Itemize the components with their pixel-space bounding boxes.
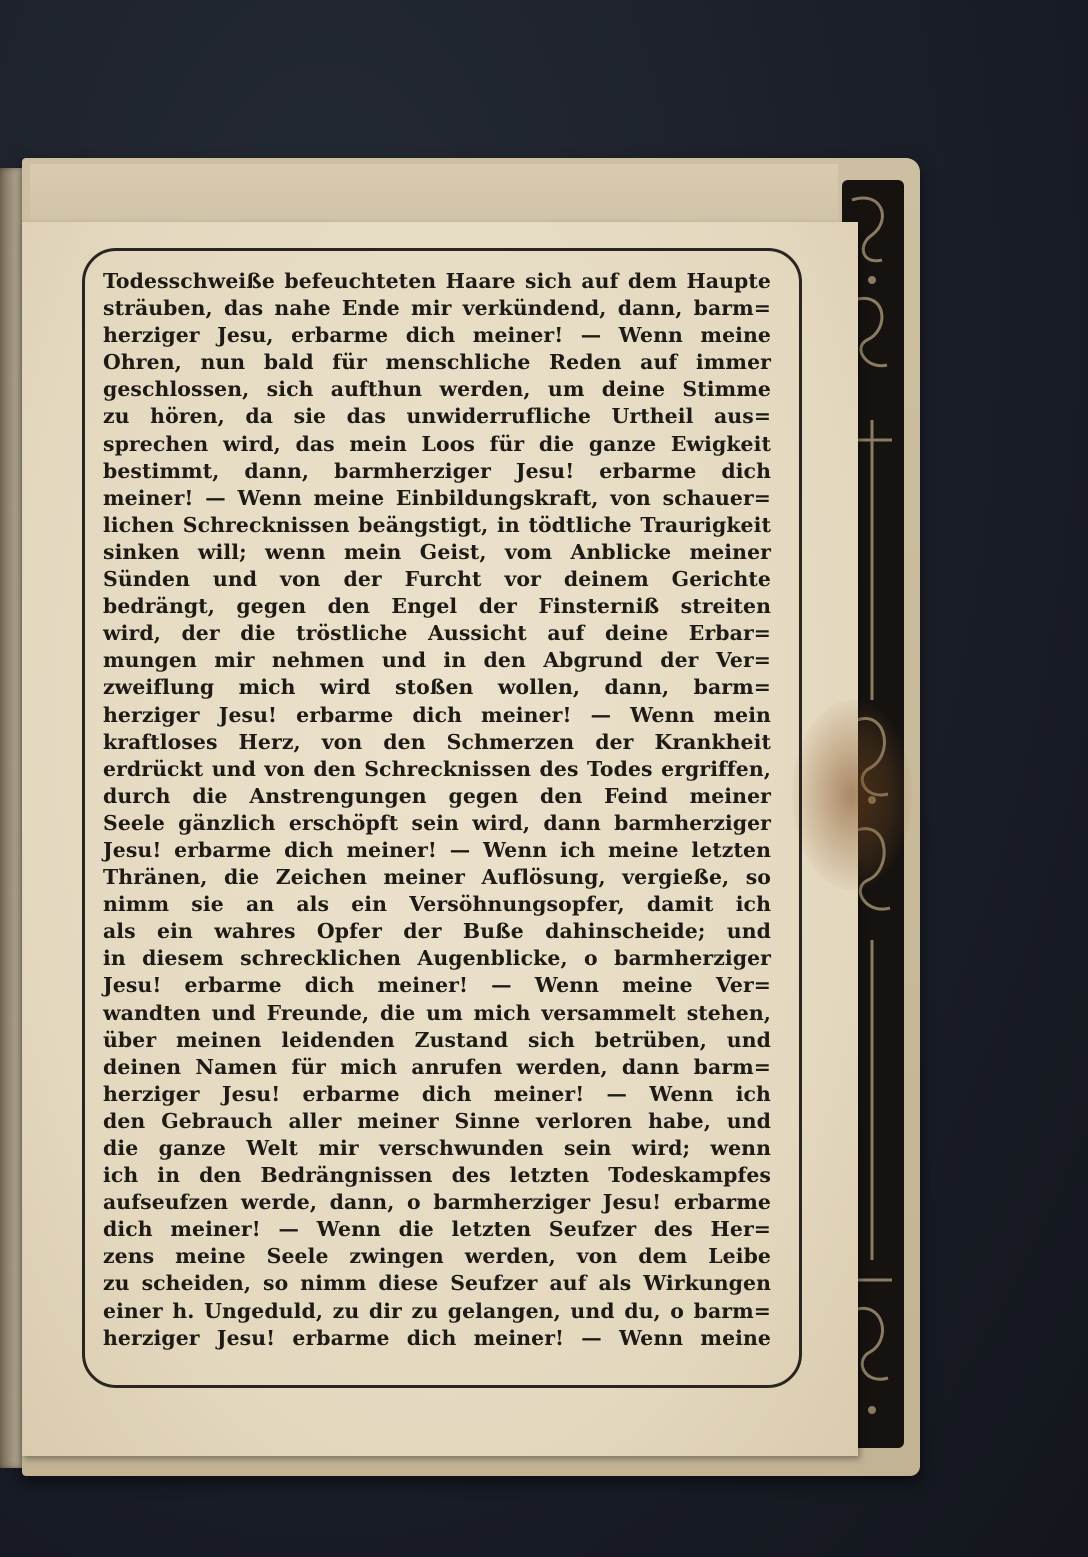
text-line: geschlossen, sich aufthun werden, um deine Stimme (103, 377, 771, 402)
text-line: die ganze Welt mir verschwunden sein wird; wenn (103, 1136, 771, 1160)
text-line: Jesu! erbarme dich meiner! — Wenn ich meine letzten (103, 837, 771, 862)
text-line: zu scheiden, so nimm diese Seufzer auf als Wirkungen (103, 1271, 771, 1296)
text-line: herziger Jesu! erbarme dich meiner! — Wenn ich (103, 1081, 771, 1106)
text-line: aufseufzen werde, dann, o barmherziger Jesu! erbarme (103, 1190, 771, 1215)
text-line: zens meine Seele zwingen werden, von dem Leibe (103, 1244, 771, 1269)
text-line: einer h. Ungeduld, zu dir zu gelangen, und du, o barm= (103, 1298, 771, 1323)
text-line: zweiflung mich wird stoßen wollen, dann, barm= (103, 675, 771, 700)
text-line: Todesschweiße befeuchteten Haare sich auf dem Haupte (103, 269, 771, 293)
page-stack-top-edge (30, 164, 838, 224)
text-line: wandten und Freunde, die um mich versammelt stehen, (103, 1000, 771, 1025)
text-line: Seele gänzlich erschöpft sein wird, dann barmherziger (103, 810, 771, 835)
text-line: sprechen wird, das mein Loos für die ganze Ewigkeit (103, 431, 771, 456)
text-line: Thränen, die Zeichen meiner Auflösung, vergieße, so (103, 865, 771, 890)
text-line: in diesem schrecklichen Augenblicke, o barmherziger (103, 946, 771, 971)
text-line: herziger Jesu, erbarme dich meiner! — Wenn meine (103, 323, 771, 348)
text-line: durch die Anstrengungen gegen den Feind meiner (103, 783, 771, 808)
text-line: meiner! — Wenn meine Einbildungskraft, von schauer= (103, 485, 771, 510)
text-line: zu hören, da sie das unwiderrufliche Urtheil aus= (103, 404, 771, 429)
text-line: erdrückt und von den Schrecknissen des Todes ergriffen, (103, 756, 771, 781)
text-line: sträuben, das nahe Ende mir verkündend, dann, barm= (103, 296, 771, 321)
text-line: wird, der die tröstliche Aussicht auf deine Erbar= (103, 621, 771, 646)
text-line: kraftloses Herz, von den Schmerzen der Krankheit (103, 729, 771, 754)
text-line: herziger Jesu! erbarme dich meiner! — Wenn mein (103, 702, 771, 727)
text-line: lichen Schrecknissen beängstigt, in tödtliche Traurigkeit (103, 512, 771, 537)
text-line: über meinen leidenden Zustand sich betrüben, und (103, 1027, 771, 1052)
text-line: dich meiner! — Wenn die letzten Seufzer des Her= (103, 1217, 771, 1242)
text-line: ich in den Bedrängnissen des letzten Todeskampfes (103, 1163, 771, 1188)
text-line: sinken will; wenn mein Geist, vom Anblicke meiner (103, 539, 771, 564)
prayer-text-block (103, 268, 771, 1352)
text-line: bedrängt, gegen den Engel der Finsterniß streiten (103, 594, 771, 619)
text-line: bestimmt, dann, barmherziger Jesu! erbarme dich (103, 458, 771, 483)
text-line: nimm sie an als ein Versöhnungsopfer, damit ich (103, 892, 771, 917)
text-line: deinen Namen für mich anrufen werden, dann barm= (103, 1054, 771, 1079)
text-line: Jesu! erbarme dich meiner! — Wenn meine Ver= (103, 973, 771, 998)
text-line: herziger Jesu! erbarme dich meiner! — Wenn meine (103, 1325, 771, 1350)
text-line: Ohren, nun bald für menschliche Reden auf immer (103, 350, 771, 375)
text-line: mungen mir nehmen und in den Abgrund der Ver= (103, 648, 771, 673)
text-line: Sünden und von der Furcht vor deinem Gerichte (103, 567, 771, 592)
text-line: als ein wahres Opfer der Buße dahinscheide; und (103, 919, 771, 944)
text-line: den Gebrauch aller meiner Sinne verloren habe, und (103, 1108, 771, 1133)
